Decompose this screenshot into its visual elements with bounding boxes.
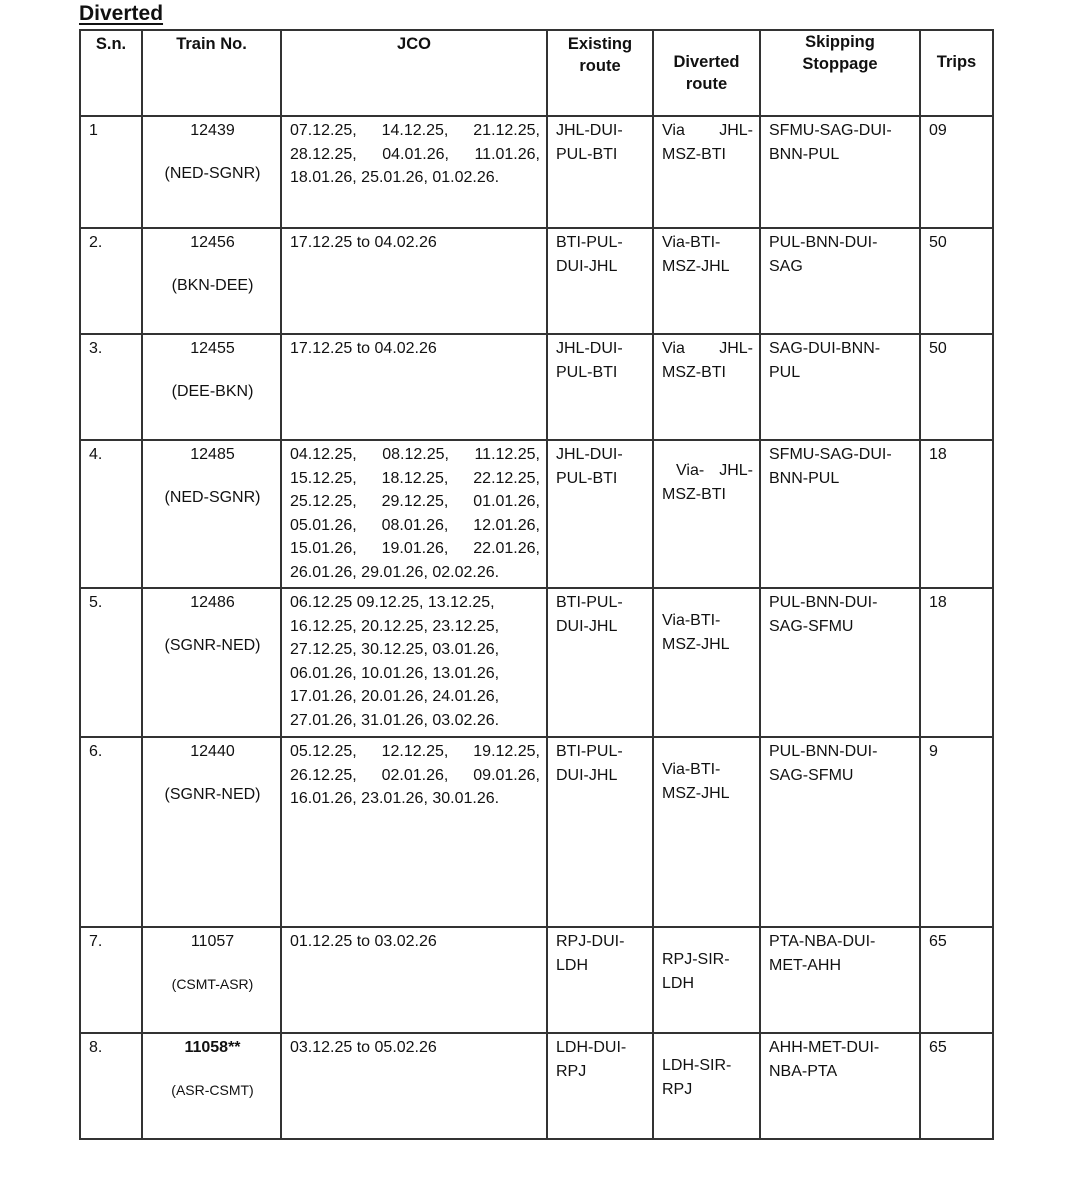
route-line: LDH — [662, 974, 695, 992]
jco-line: 18.01.26, 25.01.26, 01.02.26. — [290, 169, 500, 186]
cell-skipping — [760, 927, 920, 1033]
jco-line: 05.12.25, 12.12.25, 19.12.25, — [290, 743, 540, 760]
train-pair: (SGNR-NED) — [164, 636, 261, 654]
cell-existing-route — [547, 228, 653, 334]
train-pair: (NED-SGNR) — [164, 488, 261, 506]
stoppage-line: SAG-SFMU — [769, 766, 854, 784]
cell-diverted-route — [653, 588, 760, 737]
stoppage-line: SAG-SFMU — [769, 617, 854, 635]
table-row — [80, 228, 993, 334]
stoppage-line: SAG — [769, 257, 803, 275]
header-line: route — [685, 75, 728, 93]
cell-jco — [281, 440, 547, 588]
cell-sn: 3. — [80, 334, 142, 440]
cell-trips: 50 — [920, 334, 993, 440]
train-number: 12486 — [190, 594, 235, 611]
cell-trips: 18 — [920, 588, 993, 737]
stoppage-line: PUL-BNN-DUI- — [769, 234, 878, 251]
cell-sn: 5. — [80, 588, 142, 737]
cell-skipping — [760, 116, 920, 228]
stoppage-line: BNN-PUL — [769, 469, 840, 487]
header-line: route — [579, 57, 621, 75]
col-header-skipping-stoppage — [760, 30, 920, 116]
cell-sn: 7. — [80, 927, 142, 1033]
cell-existing-route — [547, 927, 653, 1033]
jco-line: 25.12.25, 29.12.25, 01.01.26, — [290, 493, 540, 510]
cell-train — [142, 1033, 281, 1139]
route-line: DUI-JHL — [556, 617, 618, 635]
cell-sn: 8. — [80, 1033, 142, 1139]
route-line: BTI-PUL- — [556, 743, 623, 760]
cell-train — [142, 440, 281, 588]
header-line: Diverted — [673, 53, 740, 71]
jco-line: 17.01.26, 20.01.26, 24.01.26, — [290, 688, 500, 705]
route-line: Via- JHL- — [676, 462, 753, 479]
header-row — [80, 30, 993, 116]
diverted-trains-table — [79, 29, 994, 1140]
route-line: JHL-DUI- — [556, 122, 623, 139]
cell-jco — [281, 737, 547, 927]
route-line: BTI-PUL- — [556, 234, 623, 251]
cell-sn: 1 — [80, 116, 142, 228]
cell-existing-route — [547, 334, 653, 440]
route-line: DUI-JHL — [556, 257, 618, 275]
jco-line: 17.12.25 to 04.02.26 — [290, 234, 437, 251]
train-number: 11058** — [184, 1039, 241, 1056]
cell-sn: 2. — [80, 228, 142, 334]
col-header-train-no: Train No. — [142, 30, 281, 116]
cell-sn: 6. — [80, 737, 142, 927]
cell-train — [142, 334, 281, 440]
cell-skipping — [760, 1033, 920, 1139]
cell-existing-route — [547, 116, 653, 228]
cell-existing-route — [547, 1033, 653, 1139]
cell-jco — [281, 334, 547, 440]
cell-jco — [281, 927, 547, 1033]
cell-train — [142, 228, 281, 334]
route-line: JHL-DUI- — [556, 340, 623, 357]
cell-skipping — [760, 440, 920, 588]
cell-train — [142, 927, 281, 1033]
header-line: Existing — [567, 35, 633, 53]
route-line: MSZ-JHL — [662, 257, 730, 275]
cell-diverted-route — [653, 927, 760, 1033]
table-row — [80, 588, 993, 737]
jco-line: 07.12.25, 14.12.25, 21.12.25, — [290, 122, 540, 139]
cell-trips: 50 — [920, 228, 993, 334]
col-header-existing-route — [547, 30, 653, 116]
cell-diverted-route — [653, 334, 760, 440]
header-line: Skipping — [805, 33, 875, 51]
route-line: MSZ-BTI — [662, 485, 726, 503]
header-line: Stoppage — [802, 55, 878, 73]
route-line: RPJ — [662, 1080, 693, 1098]
jco-line: 05.01.26, 08.01.26, 12.01.26, — [290, 516, 540, 534]
route-line: Via-BTI- — [662, 234, 721, 251]
train-number: 11057 — [190, 933, 235, 950]
train-pair: (DEE-BKN) — [171, 382, 254, 400]
jco-line: 03.12.25 to 05.02.26 — [290, 1039, 437, 1056]
cell-trips: 18 — [920, 440, 993, 588]
table-row — [80, 334, 993, 440]
jco-line: 06.01.26, 10.01.26, 13.01.26, — [290, 664, 500, 682]
cell-existing-route — [547, 440, 653, 588]
table-row — [80, 1033, 993, 1139]
jco-line: 15.12.25, 18.12.25, 22.12.25, — [290, 469, 540, 487]
stoppage-line: BNN-PUL — [769, 145, 840, 163]
table-row — [80, 116, 993, 228]
cell-jco — [281, 228, 547, 334]
cell-train — [142, 737, 281, 927]
route-line: Via-BTI- — [662, 761, 721, 778]
route-line: LDH-DUI- — [556, 1039, 627, 1056]
stoppage-line: PUL — [769, 363, 801, 381]
jco-line: 26.12.25, 02.01.26, 09.01.26, — [290, 766, 540, 784]
route-line: RPJ-DUI- — [556, 933, 625, 950]
jco-line: 06.12.25 09.12.25, 13.12.25, — [290, 594, 495, 611]
route-line: RPJ — [556, 1062, 587, 1080]
route-line: DUI-JHL — [556, 766, 618, 784]
route-line: PUL-BTI — [556, 469, 618, 487]
jco-line: 16.12.25, 20.12.25, 23.12.25, — [290, 617, 500, 635]
cell-diverted-route — [653, 228, 760, 334]
stoppage-line: NBA-PTA — [769, 1062, 838, 1080]
route-line: LDH — [556, 956, 589, 974]
route-line: MSZ-JHL — [662, 635, 730, 653]
jco-line: 28.12.25, 04.01.26, 11.01.26, — [290, 145, 540, 163]
train-pair: (NED-SGNR) — [164, 164, 261, 182]
route-line: PUL-BTI — [556, 145, 618, 163]
jco-line: 16.01.26, 23.01.26, 30.01.26. — [290, 790, 500, 807]
stoppage-line: SFMU-SAG-DUI- — [769, 122, 892, 139]
route-line: MSZ-JHL — [662, 784, 730, 802]
stoppage-line: AHH-MET-DUI- — [769, 1039, 880, 1056]
stoppage-line: PUL-BNN-DUI- — [769, 743, 878, 760]
cell-diverted-route — [653, 116, 760, 228]
jco-line: 26.01.26, 29.01.26, 02.02.26. — [290, 563, 500, 581]
cell-skipping — [760, 334, 920, 440]
route-line: PUL-BTI — [556, 363, 618, 381]
jco-line: 15.01.26, 19.01.26, 22.01.26, — [290, 540, 540, 557]
train-pair: (SGNR-NED) — [164, 785, 261, 803]
cell-sn: 4. — [80, 440, 142, 588]
jco-line: 27.12.25, 30.12.25, 03.01.26, — [290, 641, 500, 658]
route-line: MSZ-BTI — [662, 145, 726, 163]
cell-skipping — [760, 737, 920, 927]
cell-skipping — [760, 228, 920, 334]
cell-jco — [281, 588, 547, 737]
stoppage-line: SFMU-SAG-DUI- — [769, 446, 892, 463]
section-heading: Diverted — [79, 2, 164, 25]
jco-line: 27.01.26, 31.01.26, 03.02.26. — [290, 711, 500, 729]
route-line: JHL-DUI- — [556, 446, 623, 463]
col-header-jco: JCO — [281, 30, 547, 116]
train-number: 12440 — [190, 743, 235, 760]
cell-train — [142, 588, 281, 737]
cell-trips: 9 — [920, 737, 993, 927]
cell-trips: 65 — [920, 1033, 993, 1139]
train-pair: (ASR-CSMT) — [171, 1081, 254, 1098]
route-line: Via JHL- — [662, 122, 753, 139]
cell-train — [142, 116, 281, 228]
route-line: LDH-SIR- — [662, 1057, 732, 1074]
table-row — [80, 440, 993, 588]
train-number: 12456 — [190, 234, 235, 251]
cell-jco — [281, 116, 547, 228]
cell-diverted-route — [653, 1033, 760, 1139]
jco-line: 01.12.25 to 03.02.26 — [290, 933, 437, 950]
cell-diverted-route — [653, 737, 760, 927]
stoppage-line: PUL-BNN-DUI- — [769, 594, 878, 611]
train-number: 12485 — [190, 446, 235, 463]
route-line: Via-BTI- — [662, 612, 721, 629]
table-row — [80, 737, 993, 927]
cell-existing-route — [547, 588, 653, 737]
stoppage-line: SAG-DUI-BNN- — [769, 340, 881, 357]
route-line: Via JHL- — [662, 340, 753, 357]
route-line: BTI-PUL- — [556, 594, 623, 611]
route-line: RPJ-SIR- — [662, 951, 730, 968]
jco-line: 17.12.25 to 04.02.26 — [290, 340, 437, 357]
col-header-sn: S.n. — [80, 30, 142, 116]
stoppage-line: PTA-NBA-DUI- — [769, 933, 876, 950]
train-pair: (CSMT-ASR) — [171, 975, 254, 992]
cell-trips: 09 — [920, 116, 993, 228]
stoppage-line: MET-AHH — [769, 956, 841, 974]
train-pair: (BKN-DEE) — [171, 276, 254, 294]
cell-diverted-route — [653, 440, 760, 588]
col-header-diverted-route — [653, 30, 760, 116]
jco-line: 04.12.25, 08.12.25, 11.12.25, — [290, 446, 540, 463]
train-number: 12439 — [190, 122, 235, 139]
route-line: MSZ-BTI — [662, 363, 726, 381]
train-number: 12455 — [190, 340, 235, 357]
cell-existing-route — [547, 737, 653, 927]
col-header-trips: Trips — [920, 30, 993, 116]
cell-skipping — [760, 588, 920, 737]
cell-jco — [281, 1033, 547, 1139]
table-row — [80, 927, 993, 1033]
cell-trips: 65 — [920, 927, 993, 1033]
